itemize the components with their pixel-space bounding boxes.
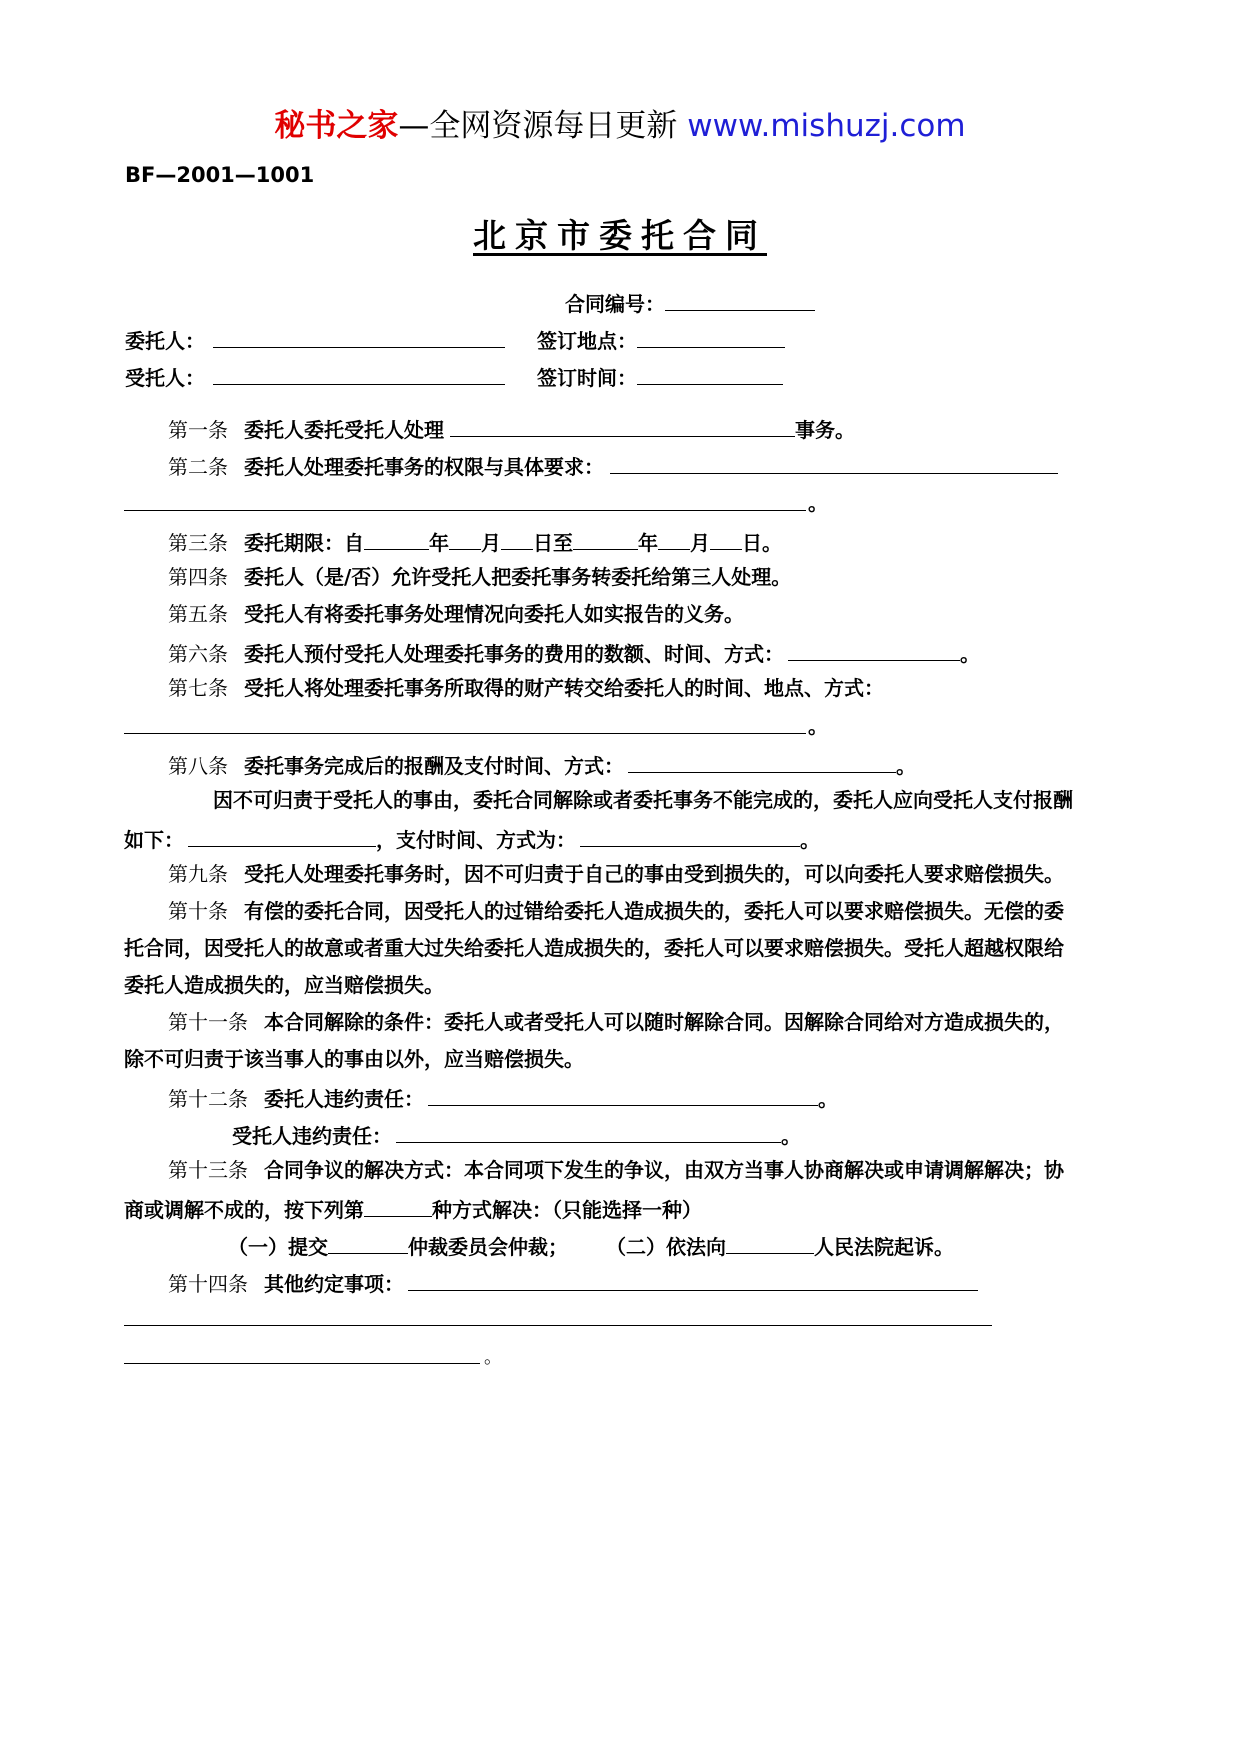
principal-field[interactable] bbox=[213, 325, 505, 348]
property-transfer-field[interactable] bbox=[124, 733, 806, 734]
other-terms-field-line3[interactable] bbox=[124, 1363, 480, 1364]
article-number: 第九条 bbox=[168, 862, 228, 886]
article-end: 事务。 bbox=[795, 418, 855, 442]
other-terms-field-line2[interactable] bbox=[124, 1325, 992, 1326]
partial-pay-field[interactable] bbox=[188, 824, 376, 847]
site-banner bbox=[0, 100, 1240, 145]
article-8-para2-line2 bbox=[124, 824, 820, 853]
banner-url-link[interactable]: www.mishuzj.com bbox=[687, 108, 966, 144]
article-10 bbox=[168, 898, 1064, 924]
banner-tagline: —全网资源每日更新 bbox=[398, 108, 688, 144]
signing-date-field[interactable] bbox=[637, 362, 783, 385]
period-mark: 。 bbox=[800, 828, 820, 852]
year-label: 年 bbox=[638, 531, 658, 555]
article-text: 受托人违约责任： bbox=[232, 1124, 392, 1148]
article-number: 第四条 bbox=[168, 565, 228, 589]
signing-date-label: 签订时间： bbox=[537, 366, 637, 390]
article-text: 受托人将处理委托事务所取得的财产转交给委托人的时间、地点、方式： bbox=[244, 676, 884, 700]
article-number: 第一条 bbox=[168, 418, 228, 442]
article-11 bbox=[168, 1009, 1064, 1035]
article-number: 第五条 bbox=[168, 602, 228, 626]
article-number: 第六条 bbox=[168, 642, 228, 666]
article-number: 第十一条 bbox=[168, 1010, 248, 1034]
article-9 bbox=[168, 861, 1064, 887]
signing-date-row bbox=[537, 362, 783, 391]
article-7-end: 。 bbox=[808, 714, 828, 738]
article-number: 第七条 bbox=[168, 676, 228, 700]
article-text: 受托人处理委托事务时，因不可归责于自己的事由受到损失的，可以向委托人要求赔偿损失。 bbox=[244, 862, 1064, 886]
article-10-line2: 托合同，因受托人的故意或者重大过失给委托人造成损失的，委托人可以要求赔偿损失。受托人超越权限给 bbox=[124, 936, 1064, 960]
article-text: 委托人违约责任： bbox=[264, 1087, 424, 1111]
article-text: 委托人委托受托人处理 bbox=[244, 418, 444, 442]
start-month-field[interactable] bbox=[449, 527, 481, 550]
other-terms-field[interactable] bbox=[408, 1268, 978, 1291]
signing-place-label: 签订地点： bbox=[537, 329, 637, 353]
article-number: 第十条 bbox=[168, 899, 228, 923]
partial-pay-method-field[interactable] bbox=[580, 824, 800, 847]
start-year-field[interactable] bbox=[364, 527, 429, 550]
article-number: 第十四条 bbox=[168, 1272, 248, 1296]
advance-fee-field[interactable] bbox=[788, 638, 960, 661]
end-year-field[interactable] bbox=[573, 527, 638, 550]
principal-liability-field[interactable] bbox=[428, 1083, 818, 1106]
article-3 bbox=[168, 527, 782, 556]
option-1-text: 仲裁委员会仲裁； bbox=[408, 1235, 568, 1259]
contract-number-label: 合同编号： bbox=[565, 292, 665, 316]
year-label: 年 bbox=[429, 531, 449, 555]
article-13-options bbox=[228, 1231, 954, 1260]
principal-row bbox=[125, 325, 505, 354]
document-code: BF—2001—1001 bbox=[125, 163, 315, 187]
article-text: 受托人有将委托事务处理情况向委托人如实报告的义务。 bbox=[244, 602, 744, 626]
article-14 bbox=[168, 1268, 978, 1297]
day-end-label: 日。 bbox=[742, 531, 782, 555]
agent-liability-field[interactable] bbox=[396, 1120, 781, 1143]
article-12 bbox=[168, 1083, 838, 1112]
article-number: 第十三条 bbox=[168, 1158, 248, 1182]
article-2-end: 。 bbox=[808, 491, 828, 515]
text-segment: ，支付时间、方式为： bbox=[376, 828, 576, 852]
text-segment: 商或调解不成的，按下列第 bbox=[124, 1198, 364, 1222]
article-number: 第十二条 bbox=[168, 1087, 248, 1111]
title-text: 北京市委托合同 bbox=[473, 216, 767, 255]
article-text: 委托期限：自 bbox=[244, 531, 364, 555]
article-4 bbox=[168, 564, 791, 590]
article-text: 委托人预付受托人处理委托事务的费用的数额、时间、方式： bbox=[244, 642, 784, 666]
option-2-text: 人民法院起诉。 bbox=[814, 1235, 954, 1259]
article-8-para2-line1: 因不可归责于受托人的事由，委托合同解除或者委托事务不能完成的，委托人应向受托人支付报酬 bbox=[213, 788, 1073, 812]
end-day-field[interactable] bbox=[710, 527, 742, 550]
remuneration-field[interactable] bbox=[628, 750, 896, 773]
period-mark: 。 bbox=[960, 642, 980, 666]
article-10-line3: 委托人造成损失的，应当赔偿损失。 bbox=[124, 973, 444, 997]
article-text: 其他约定事项： bbox=[264, 1272, 404, 1296]
start-day-field[interactable] bbox=[501, 527, 533, 550]
authority-field[interactable] bbox=[610, 451, 1058, 474]
article-text: 委托人处理委托事务的权限与具体要求： bbox=[244, 455, 604, 479]
article-text: 本合同解除的条件：委托人或者受托人可以随时解除合同。因解除合同给对方造成损失的， bbox=[264, 1010, 1064, 1034]
month-label: 月 bbox=[481, 531, 501, 555]
article-text: 有偿的委托合同，因受托人的过错给委托人造成损失的，委托人可以要求赔偿损失。无偿的委 bbox=[244, 899, 1064, 923]
option-1-text: （一）提交 bbox=[228, 1235, 328, 1259]
text-segment: 种方式解决：（只能选择一种） bbox=[432, 1198, 702, 1222]
contract-number-row bbox=[565, 288, 815, 317]
period-mark: 。 bbox=[818, 1087, 838, 1111]
article-text: 合同争议的解决方式：本合同项下发生的争议，由双方当事人协商解决或申请调解解决；协 bbox=[264, 1158, 1064, 1182]
article-12-line2 bbox=[232, 1120, 801, 1149]
agent-label: 受托人： bbox=[125, 366, 205, 390]
article-6 bbox=[168, 638, 980, 667]
article-1 bbox=[168, 414, 855, 443]
resolution-choice-field[interactable] bbox=[364, 1194, 432, 1217]
article-8 bbox=[168, 750, 916, 779]
article-13-line2 bbox=[124, 1194, 702, 1223]
option-2-text: （二）依法向 bbox=[606, 1235, 726, 1259]
period-mark: 。 bbox=[896, 754, 916, 778]
court-field[interactable] bbox=[726, 1231, 814, 1254]
article-13 bbox=[168, 1157, 1064, 1183]
authority-field-line2[interactable] bbox=[124, 510, 806, 511]
page-title bbox=[0, 210, 1240, 257]
article-number: 第三条 bbox=[168, 531, 228, 555]
principal-label: 委托人： bbox=[125, 329, 205, 353]
period-mark: 。 bbox=[781, 1124, 801, 1148]
article-14-end: 。 bbox=[484, 1347, 502, 1368]
article-2 bbox=[168, 451, 1058, 480]
month-label: 月 bbox=[690, 531, 710, 555]
article-7 bbox=[168, 675, 884, 701]
text-segment: 如下： bbox=[124, 828, 184, 852]
contract-number-field[interactable] bbox=[665, 288, 815, 311]
article-text: 委托人（是/否）允许受托人把委托事务转委托给第三人处理。 bbox=[244, 565, 792, 589]
article-11-line2: 除不可归责于该当事人的事由以外，应当赔偿损失。 bbox=[124, 1047, 584, 1071]
signing-place-field[interactable] bbox=[637, 325, 785, 348]
article-number: 第八条 bbox=[168, 754, 228, 778]
article-5 bbox=[168, 601, 744, 627]
arbitration-commission-field[interactable] bbox=[328, 1231, 408, 1254]
matter-field[interactable] bbox=[450, 414, 795, 437]
agent-field[interactable] bbox=[213, 362, 505, 385]
end-month-field[interactable] bbox=[658, 527, 690, 550]
agent-row bbox=[125, 362, 505, 391]
article-number: 第二条 bbox=[168, 455, 228, 479]
article-text: 委托事务完成后的报酬及支付时间、方式： bbox=[244, 754, 624, 778]
signing-place-row bbox=[537, 325, 785, 354]
day-to-label: 日至 bbox=[533, 531, 573, 555]
brand-name: 秘书之家 bbox=[274, 108, 399, 144]
